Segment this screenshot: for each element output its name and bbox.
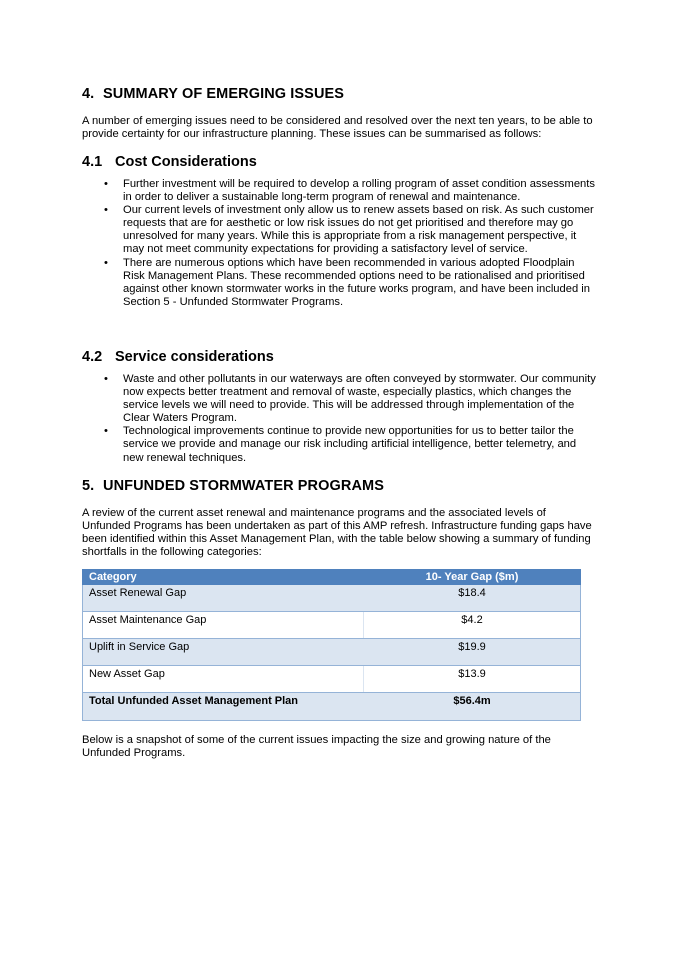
subsection-number: 4.1 [82, 154, 103, 170]
header-gap: 10- Year Gap ($m) [364, 569, 581, 585]
section-title: SUMMARY OF EMERGING ISSUES [103, 86, 345, 102]
section-5-heading [82, 478, 384, 494]
bullet-icon: • [104, 256, 108, 269]
subsection-title: Service considerations [115, 349, 274, 365]
gap-value-cell: $13.9 [364, 666, 581, 693]
subsection-title: Cost Considerations [115, 154, 257, 170]
category-cell: Uplift in Service Gap [83, 639, 364, 666]
subsection-4-2-heading [82, 349, 274, 365]
section-number: 5. [82, 478, 95, 494]
funding-gap-table [82, 569, 581, 721]
table-row [83, 639, 581, 666]
section-5-outro: Below is a snapshot of some of the current issues impacting the size and growing nature of the Unfunded Programs. [82, 734, 551, 760]
section-4-heading [82, 86, 344, 102]
list-item: • Further investment will be required to develop a rolling program of asset condition assessments in order to deliver a sustainable long-term program of renewal and maintenance. [104, 178, 595, 204]
subsection-4-1-heading [82, 154, 257, 170]
gap-value-cell: $19.9 [364, 639, 581, 666]
header-category: Category [83, 569, 364, 585]
table-header-row [83, 569, 581, 585]
table-row [83, 666, 581, 693]
table-row [83, 585, 581, 612]
category-cell: Asset Maintenance Gap [83, 612, 364, 639]
category-cell: Asset Renewal Gap [83, 585, 364, 612]
list-item: • Our current levels of investment only allow us to renew assets based on risk. As such customer requests that are for aesthetic or low risk issues do not get prioritised and therefore may go unresolved for many years. While this is appropriate from a risk management perspective, it may not meet community expectations for providing a satisfactory level of service. [104, 204, 594, 256]
table-row [83, 612, 581, 639]
list-item: • Waste and other pollutants in our waterways are often conveyed by stormwater. Our community now expects better treatment and removal of waste, especially plastics, which changes the service levels we will need to provide. This will be addressed through implementation of the Clear Waters Program. [104, 373, 596, 425]
section-number: 4. [82, 86, 95, 102]
category-cell: New Asset Gap [83, 666, 364, 693]
bullet-icon: • [104, 204, 108, 217]
section-title: UNFUNDED STORMWATER PROGRAMS [103, 478, 384, 494]
gap-value-cell: $18.4 [364, 585, 581, 612]
gap-value-cell: $4.2 [364, 612, 581, 639]
list-item: • Technological improvements continue to provide new opportunities for us to better tailor the service we provide and manage our risk including artificial intelligence, better telemetry, and new renewal techniques. [104, 425, 577, 464]
section-4-intro: A number of emerging issues need to be considered and resolved over the next ten years, to be able to provide certainty for our infrastructure planning. These issues can be summarised as follows: [82, 115, 593, 141]
service-considerations-list [82, 373, 597, 465]
total-label-cell: Total Unfunded Asset Management Plan [83, 693, 364, 721]
bullet-icon: • [104, 373, 108, 385]
cost-considerations-list [82, 178, 597, 309]
subsection-number: 4.2 [82, 349, 103, 365]
table-total-row [83, 693, 581, 721]
bullet-icon: • [104, 178, 108, 190]
section-5-intro: A review of the current asset renewal and maintenance programs and the associated levels of Unfunded Programs has been undertaken as part of this AMP refresh. Infrastructure funding gaps have been identified within this Asset Management Plan, with the table below showing a summary of funding shortfalls in the following categories: [82, 507, 592, 559]
total-value-cell: $56.4m [364, 693, 581, 721]
bullet-icon: • [104, 425, 108, 438]
list-item: • There are numerous options which have been recommended in various adopted Floodplain Risk Management Plans. These recommended options need to be rationalised and prioritised against other known stormwater works in the future works program, and have been included in Section 5 - Unfunded Stormwater Programs. [104, 256, 591, 308]
